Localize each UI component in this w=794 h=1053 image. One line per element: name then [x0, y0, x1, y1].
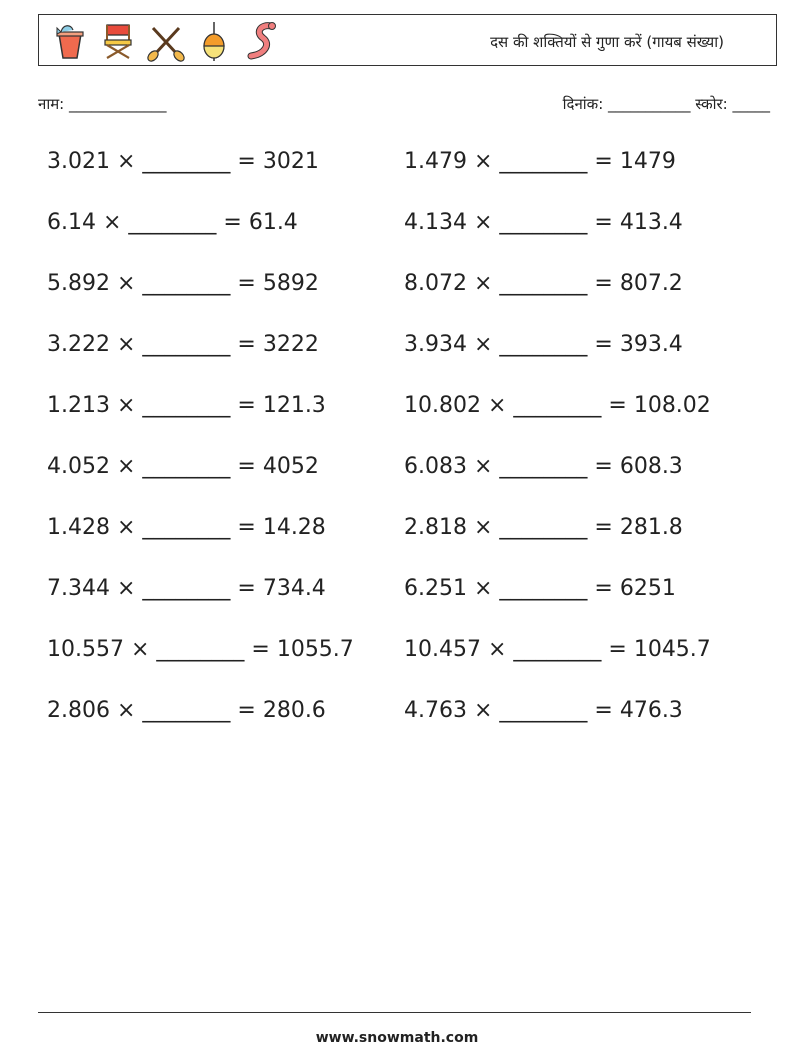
- worksheet-header: [38, 14, 777, 66]
- problem-item: 10.557 × ________ = 1055.7: [47, 637, 354, 662]
- problem-item: 8.072 × ________ = 807.2: [404, 271, 683, 296]
- problem-item: 4.134 × ________ = 413.4: [404, 210, 683, 235]
- problem-row: [0, 630, 794, 691]
- problem-item: 4.052 × ________ = 4052: [47, 454, 319, 479]
- director-chair-icon: [97, 20, 139, 62]
- problem-grid: [0, 142, 794, 752]
- problem-item: 1.479 × ________ = 1479: [404, 149, 676, 174]
- problem-item: 3.222 × ________ = 3222: [47, 332, 319, 357]
- footer-url: www.snowmath.com: [315, 1030, 479, 1046]
- worksheet-title: दस की शक्तियों से गुणा करें (गायब संख्या): [490, 33, 724, 51]
- date-score-field: दिनांक: ___________ स्कोर: _____: [562, 95, 770, 113]
- worm-icon: [241, 20, 283, 62]
- problem-item: 1.213 × ________ = 121.3: [47, 393, 326, 418]
- problem-item: 10.802 × ________ = 108.02: [404, 393, 711, 418]
- problem-item: 5.892 × ________ = 5892: [47, 271, 319, 296]
- problem-row: [0, 203, 794, 264]
- problem-row: [0, 691, 794, 752]
- fishing-bobber-icon: [193, 20, 235, 62]
- problem-item: 10.457 × ________ = 1045.7: [404, 637, 711, 662]
- problem-row: [0, 142, 794, 203]
- problem-row: [0, 325, 794, 386]
- problem-row: [0, 508, 794, 569]
- problem-item: 3.021 × ________ = 3021: [47, 149, 319, 174]
- problem-row: [0, 386, 794, 447]
- problem-item: 6.251 × ________ = 6251: [404, 576, 676, 601]
- bucket-icon: [49, 20, 91, 62]
- problem-row: [0, 569, 794, 630]
- name-field: नाम: _____________: [38, 95, 167, 113]
- problem-item: 1.428 × ________ = 14.28: [47, 515, 326, 540]
- problem-item: 3.934 × ________ = 393.4: [404, 332, 683, 357]
- problem-item: 6.083 × ________ = 608.3: [404, 454, 683, 479]
- problem-item: 2.818 × ________ = 281.8: [404, 515, 683, 540]
- problem-item: 6.14 × ________ = 61.4: [47, 210, 298, 235]
- crossed-paddles-icon: [145, 20, 187, 62]
- footer-divider: [38, 1012, 751, 1013]
- problem-row: [0, 447, 794, 508]
- problem-item: 7.344 × ________ = 734.4: [47, 576, 326, 601]
- problem-row: [0, 264, 794, 325]
- problem-item: 2.806 × ________ = 280.6: [47, 698, 326, 723]
- header-icons: [49, 20, 283, 62]
- problem-item: 4.763 × ________ = 476.3: [404, 698, 683, 723]
